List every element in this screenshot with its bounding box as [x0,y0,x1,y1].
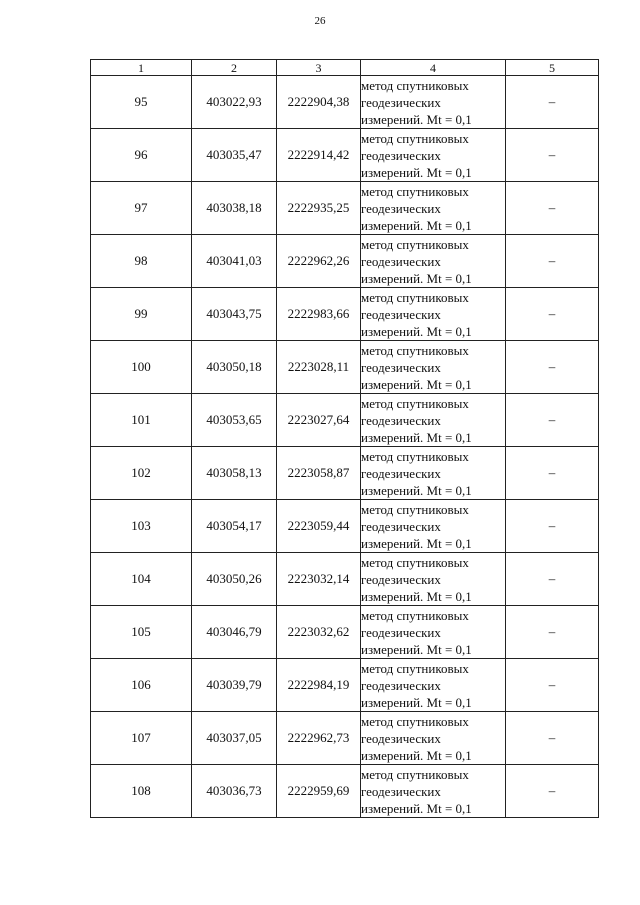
note-cell: – [506,235,599,288]
point-number-cell: 98 [91,235,192,288]
table-row [91,288,599,341]
note-cell: – [506,447,599,500]
y-coordinate-cell: 2223032,62 [277,606,361,659]
table-row [91,76,599,129]
method-cell [361,129,506,182]
y-coordinate-cell: 2223059,44 [277,500,361,553]
method-cell [361,182,506,235]
y-coordinate-cell: 2223032,14 [277,553,361,606]
note-cell: – [506,659,599,712]
method-text: метод спутниковых геодезических измерений. Mt = 0,1 [361,236,472,286]
y-coordinate-cell: 2222962,73 [277,712,361,765]
table-row [91,659,599,712]
method-text: метод спутниковых геодезических измерений. Mt = 0,1 [361,183,472,233]
coordinates-table [90,59,599,818]
y-coordinate-cell: 2222962,26 [277,235,361,288]
point-number-cell: 104 [91,553,192,606]
point-number-cell: 107 [91,712,192,765]
x-coordinate-cell: 403022,93 [192,76,277,129]
point-number-cell: 103 [91,500,192,553]
method-cell [361,341,506,394]
y-coordinate-cell: 2222904,38 [277,76,361,129]
method-cell [361,235,506,288]
header-col-5: 5 [506,60,599,76]
point-number-cell: 108 [91,765,192,818]
method-cell [361,606,506,659]
method-text: метод спутниковых геодезических измерений. Mt = 0,1 [361,289,472,339]
x-coordinate-cell: 403053,65 [192,394,277,447]
y-coordinate-cell: 2223058,87 [277,447,361,500]
note-cell: – [506,553,599,606]
point-number-cell: 106 [91,659,192,712]
method-cell [361,659,506,712]
method-text: метод спутниковых геодезических измерений. Mt = 0,1 [361,607,472,657]
table-row [91,606,599,659]
method-text: метод спутниковых геодезических измерений. Mt = 0,1 [361,766,472,816]
x-coordinate-cell: 403038,18 [192,182,277,235]
y-coordinate-cell: 2223027,64 [277,394,361,447]
method-text: метод спутниковых геодезических измерений. Mt = 0,1 [361,342,472,392]
point-number-cell: 97 [91,182,192,235]
note-cell: – [506,765,599,818]
header-col-2: 2 [192,60,277,76]
table-row [91,447,599,500]
x-coordinate-cell: 403043,75 [192,288,277,341]
point-number-cell: 105 [91,606,192,659]
x-coordinate-cell: 403041,03 [192,235,277,288]
table-row [91,341,599,394]
table-row [91,182,599,235]
x-coordinate-cell: 403036,73 [192,765,277,818]
note-cell: – [506,712,599,765]
y-coordinate-cell: 2223028,11 [277,341,361,394]
header-col-1: 1 [91,60,192,76]
method-cell [361,500,506,553]
point-number-cell: 101 [91,394,192,447]
point-number-cell: 99 [91,288,192,341]
x-coordinate-cell: 403037,05 [192,712,277,765]
table-header-row [91,60,599,76]
note-cell: – [506,394,599,447]
header-col-4: 4 [361,60,506,76]
coordinates-table-body [91,60,599,818]
method-text: метод спутниковых геодезических измерений. Mt = 0,1 [361,660,472,710]
table-row [91,129,599,182]
note-cell: – [506,500,599,553]
point-number-cell: 100 [91,341,192,394]
y-coordinate-cell: 2222914,42 [277,129,361,182]
x-coordinate-cell: 403054,17 [192,500,277,553]
x-coordinate-cell: 403046,79 [192,606,277,659]
y-coordinate-cell: 2222959,69 [277,765,361,818]
method-text: метод спутниковых геодезических измерений. Mt = 0,1 [361,448,472,498]
table-row [91,235,599,288]
method-cell [361,712,506,765]
table-row [91,712,599,765]
point-number-cell: 96 [91,129,192,182]
x-coordinate-cell: 403050,18 [192,341,277,394]
y-coordinate-cell: 2222983,66 [277,288,361,341]
note-cell: – [506,76,599,129]
method-cell [361,288,506,341]
note-cell: – [506,129,599,182]
x-coordinate-cell: 403035,47 [192,129,277,182]
x-coordinate-cell: 403039,79 [192,659,277,712]
method-text: метод спутниковых геодезических измерений. Mt = 0,1 [361,554,472,604]
method-cell [361,553,506,606]
method-text: метод спутниковых геодезических измерений. Mt = 0,1 [361,713,472,763]
x-coordinate-cell: 403058,13 [192,447,277,500]
note-cell: – [506,288,599,341]
table-row [91,553,599,606]
x-coordinate-cell: 403050,26 [192,553,277,606]
method-text: метод спутниковых геодезических измерений. Mt = 0,1 [361,501,472,551]
method-text: метод спутниковых геодезических измерений. Mt = 0,1 [361,130,472,180]
table-row [91,394,599,447]
table-row [91,500,599,553]
header-col-3: 3 [277,60,361,76]
table-row [91,765,599,818]
method-cell [361,447,506,500]
point-number-cell: 102 [91,447,192,500]
method-text: метод спутниковых геодезических измерений. Mt = 0,1 [361,77,472,127]
y-coordinate-cell: 2222935,25 [277,182,361,235]
method-cell [361,76,506,129]
y-coordinate-cell: 2222984,19 [277,659,361,712]
page-number: 26 [314,15,326,27]
method-cell [361,394,506,447]
method-text: метод спутниковых геодезических измерений. Mt = 0,1 [361,395,472,445]
point-number-cell: 95 [91,76,192,129]
method-cell [361,765,506,818]
note-cell: – [506,341,599,394]
note-cell: – [506,606,599,659]
note-cell: – [506,182,599,235]
